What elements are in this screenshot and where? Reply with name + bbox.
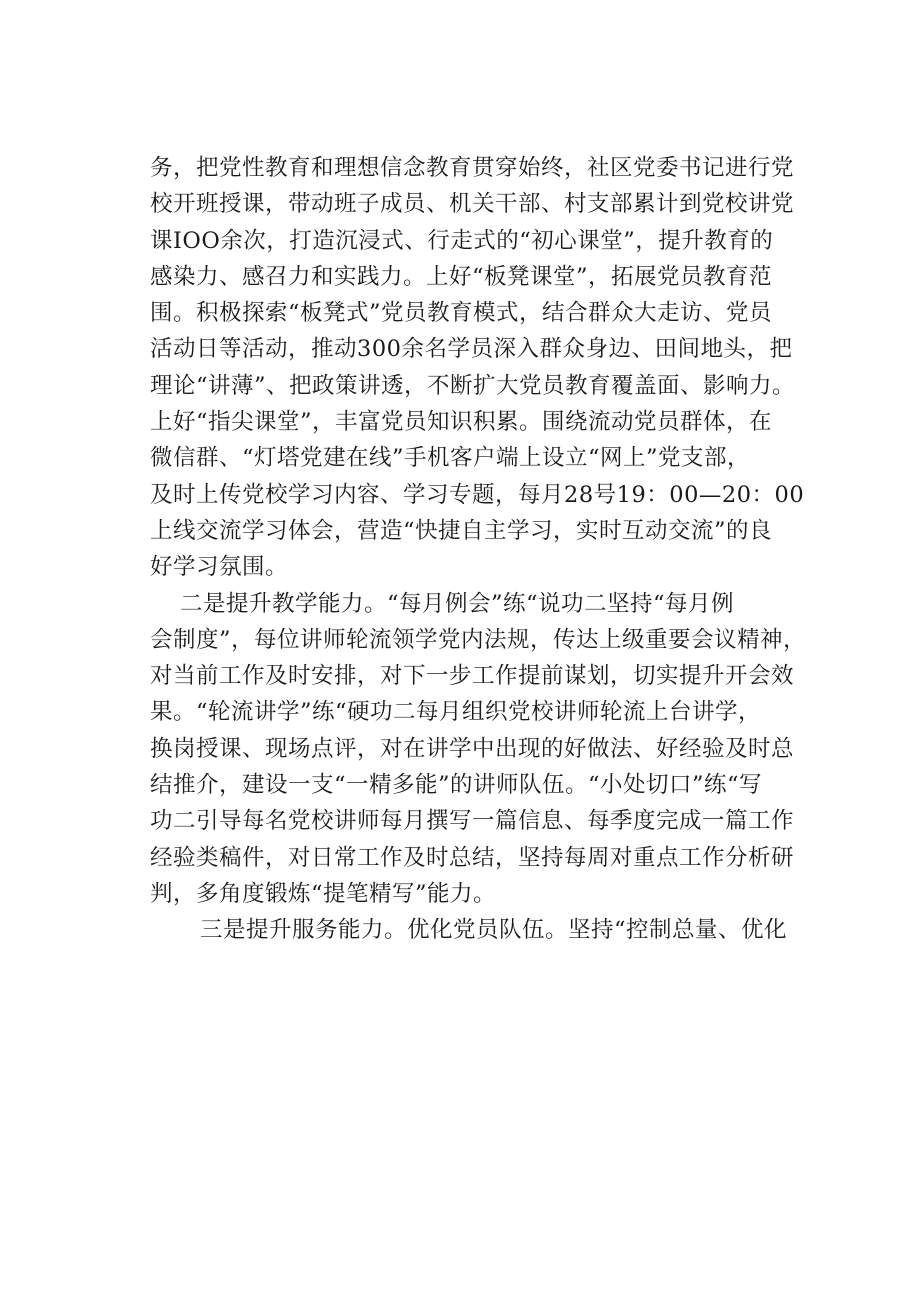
text-line: 理论“讲薄”、把政策讲透，不断扩大党员教育覆盖面、影响力。 — [150, 372, 796, 399]
text-line: 果。“轮流讲学”练“硬功二每月组织党校讲师轮流上台讲学， — [150, 699, 762, 726]
text-line: 判，多角度锻炼“提笔精写”能力。 — [150, 880, 497, 907]
text-line: 上线交流学习体会，营造“快捷自主学习，实时互动交流”的良 — [150, 517, 773, 544]
text-line: 会制度”，每位讲师轮流领学党内法规，传达上级重要会议精神， — [150, 626, 807, 653]
text-line: 及时上传党校学习内容、学习专题，每月28号19：00—20：00 — [150, 481, 805, 508]
text-line: 好学习氛围。 — [150, 554, 289, 581]
text-line: 课IOO余次，打造沉浸式、行走式的“初心课堂”，提升教育的 — [150, 227, 774, 254]
paragraph-start-line: 三是提升服务能力。优化党员队伍。坚持“控制总量、优化 — [200, 917, 788, 944]
text-line: 上好“指尖课堂”，丰富党员知识积累。围绕流动党员群体，在 — [150, 409, 773, 436]
text-line: 校开班授课，带动班子成员、机关干部、村支部累计到党校讲党 — [150, 191, 795, 218]
text-line: 务，把党性教育和理想信念教育贯穿始终，社区党委书记进行党 — [150, 155, 795, 181]
paragraph-start-line: 二是提升教学能力。“每月例会”练“说功二坚持“每月例 — [180, 590, 735, 617]
text-line: 活动日等活动，推动300余名学员深入群众身边、田间地头，把 — [150, 336, 793, 363]
text-line: 对当前工作及时安排，对下一步工作提前谋划，切实提升开会效 — [150, 663, 795, 690]
text-line: 功二引导每名党校讲师每月撰写一篇信息、每季度完成一篇工作 — [150, 808, 795, 835]
text-line: 结推介，建设一支“一精多能”的讲师队伍。“小处切口”练“写 — [150, 772, 763, 799]
body-text — [150, 150, 830, 949]
text-line: 围。积极探索“板凳式”党员教育模式，结合群众大走访、党员 — [150, 300, 773, 327]
text-line: 经验类稿件，对日常工作及时总结，坚持每周对重点工作分析研 — [150, 844, 795, 871]
text-line: 感染力、感召力和实践力。上好“板凳课堂”，拓展党员教育范 — [150, 263, 773, 290]
text-line: 换岗授课、现场点评，对在讲学中出现的好做法、好经验及时总 — [150, 735, 795, 762]
text-line: 微信群、“灯塔党建在线”手机客户端上设立“网上”党支部， — [150, 445, 751, 472]
